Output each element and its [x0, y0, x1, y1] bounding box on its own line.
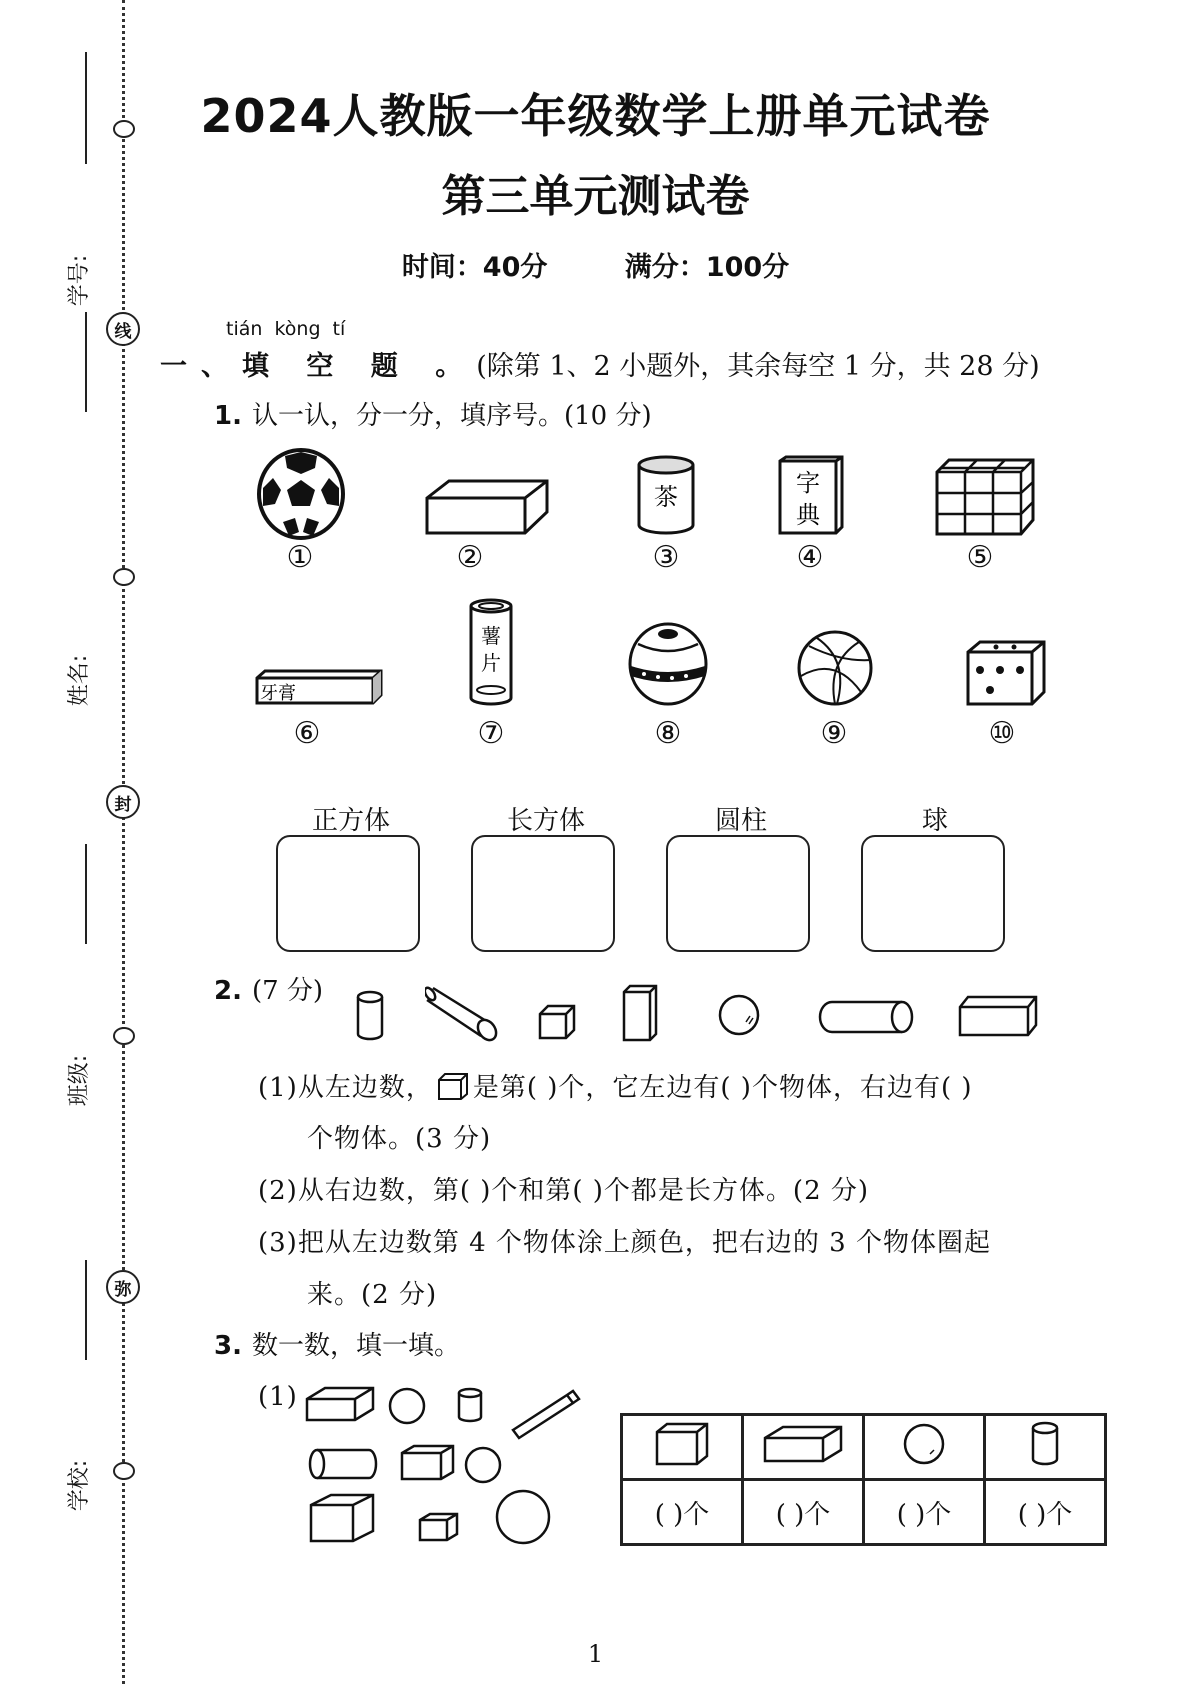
cube-small-icon — [420, 1514, 457, 1540]
category-cuboid-label: 长方体 — [506, 806, 585, 836]
question-score: (7 分) — [251, 976, 324, 1006]
class-line[interactable] — [85, 844, 87, 944]
item-number: ⑥ — [293, 716, 321, 751]
cube-inline-icon — [437, 1072, 469, 1100]
q2-sub1-line2: 个物体。(3 分) — [307, 1124, 492, 1154]
q2-sub1-text: 是第( )个，它左边有( )个物体，右边有( ) — [472, 1073, 973, 1103]
exam-meta — [0, 245, 1191, 284]
cuboid-icon — [763, 1424, 843, 1464]
item-number: ③ — [652, 540, 680, 575]
name-label: 姓名: — [67, 654, 93, 707]
section-note: (除第 1、2 小题外，其余每空 1 分，共 28 分) — [476, 351, 1040, 382]
seal-mi-icon: 弥 — [106, 1270, 140, 1304]
tea-can-icon — [637, 455, 695, 535]
cube-count-cell[interactable]: ( )个 — [622, 1480, 743, 1545]
school-line[interactable] — [85, 1260, 87, 1360]
cube-small-icon — [538, 1004, 576, 1040]
seal-feng-icon: 封 — [106, 785, 140, 819]
cuboid-icon — [307, 1388, 373, 1420]
svg-text:片: 片 — [481, 651, 501, 675]
question-number: 3. — [214, 1331, 242, 1361]
cylinder-header-cell — [985, 1415, 1106, 1480]
q2-sub3-line1: (3)把从左边数第 4 个物体涂上颜色，把右边的 3 个物体圈起 — [258, 1228, 991, 1258]
category-sphere-answer-box[interactable] — [861, 835, 1005, 952]
sphere-icon — [718, 994, 760, 1036]
count-table-header-row — [622, 1415, 1106, 1480]
sphere-icon — [902, 1422, 946, 1466]
page-number: 1 — [587, 1640, 604, 1668]
ring-hole-icon — [113, 1462, 135, 1480]
item-number: ① — [286, 540, 314, 575]
category-cube-answer-box[interactable] — [276, 835, 420, 952]
full-score: 满分：100分 — [624, 252, 790, 283]
item-number: ⑦ — [477, 716, 505, 751]
cube-icon — [402, 1446, 453, 1479]
section-title: 一、填 空 题 。 — [160, 351, 477, 382]
sphere-icon — [390, 1389, 424, 1423]
cylinder-tilted-icon — [425, 984, 503, 1042]
q2-sub1-line1 — [258, 1067, 973, 1104]
count-table-answer-row — [622, 1480, 1106, 1545]
category-cylinder-answer-box[interactable] — [666, 835, 810, 952]
toothpaste-box-icon — [255, 668, 383, 706]
item-number: ④ — [796, 540, 824, 575]
cuboid-tall-icon — [622, 984, 658, 1042]
dictionary-icon — [778, 455, 844, 535]
cylinder-icon — [459, 1389, 481, 1421]
category-cube-label: 正方体 — [311, 806, 390, 836]
ring-hole-icon — [113, 568, 135, 586]
name-line[interactable] — [85, 312, 87, 412]
cuboid-header-cell — [743, 1415, 864, 1480]
svg-text:茶: 茶 — [654, 483, 678, 511]
sphere-count-cell[interactable]: ( )个 — [864, 1480, 985, 1545]
cylinder-horizontal-icon — [310, 1450, 376, 1478]
exam-title: 2024人教版一年级数学上册单元试卷 — [200, 89, 991, 143]
exam-subtitle: 第三单元测试卷 — [441, 171, 750, 222]
section-pinyin: tián kòng tí — [226, 318, 346, 340]
chips-can-icon — [467, 598, 515, 706]
svg-text:字: 字 — [796, 469, 820, 497]
rubiks-cube-icon — [935, 458, 1035, 536]
basketball-icon — [797, 630, 873, 706]
student-id-label: 学号: — [67, 254, 93, 307]
item-number: ⑧ — [654, 716, 682, 751]
svg-text:薯: 薯 — [481, 624, 501, 648]
q2-sub3-line2: 来。(2 分) — [307, 1280, 438, 1310]
question-number: 2. — [214, 976, 242, 1006]
category-cuboid-answer-box[interactable] — [471, 835, 615, 952]
cylinder-icon — [1030, 1421, 1060, 1467]
svg-text:典: 典 — [796, 501, 820, 529]
cylinder-horizontal-icon — [818, 1000, 916, 1034]
ring-hole-icon — [113, 1027, 135, 1045]
sphere-large-icon — [497, 1491, 549, 1543]
sphere-icon — [466, 1448, 500, 1482]
cube-header-cell — [622, 1415, 743, 1480]
cuboid-tilted-icon — [513, 1391, 579, 1438]
soccer-ball-icon — [255, 448, 347, 540]
time-limit: 时间：40分 — [401, 252, 548, 283]
question-text: 数一数，填一填。 — [251, 1331, 460, 1361]
question-3 — [214, 1325, 460, 1362]
cube-icon — [655, 1422, 709, 1466]
q3-sub1-label: (1) — [258, 1382, 298, 1412]
class-label: 班级: — [67, 1054, 93, 1107]
item-number: ⑩ — [988, 716, 1016, 751]
dice-icon — [966, 640, 1046, 706]
sphere-header-cell — [864, 1415, 985, 1480]
box-icon — [425, 478, 550, 536]
decorated-ball-icon — [628, 622, 708, 706]
q2-sub2: (2)从右边数，第( )个和第( )个都是长方体。(2 分) — [258, 1176, 870, 1206]
question-2 — [214, 970, 323, 1007]
cuboid-flat-icon — [958, 995, 1038, 1037]
question-1 — [214, 395, 652, 432]
cuboid-count-cell[interactable]: ( )个 — [743, 1480, 864, 1545]
svg-text:牙膏: 牙膏 — [260, 683, 296, 704]
category-sphere-label: 球 — [921, 806, 948, 836]
school-label: 学校: — [67, 1459, 93, 1512]
count-table — [620, 1413, 1107, 1546]
item-number: ② — [456, 540, 484, 575]
q2-sub1-prefix: (1)从左边数， — [258, 1073, 433, 1103]
seal-xian-icon: 线 — [106, 312, 140, 346]
item-number: ⑨ — [820, 716, 848, 751]
question-text: 认一认，分一分，填序号。(10 分) — [251, 401, 652, 431]
question-number: 1. — [214, 401, 242, 431]
cylinder-upright-icon — [355, 990, 385, 1042]
category-cylinder-label: 圆柱 — [714, 806, 767, 836]
cylinder-count-cell[interactable]: ( )个 — [985, 1480, 1106, 1545]
cube-icon — [311, 1495, 373, 1541]
item-number: ⑤ — [966, 540, 994, 575]
section-heading — [160, 344, 1040, 383]
